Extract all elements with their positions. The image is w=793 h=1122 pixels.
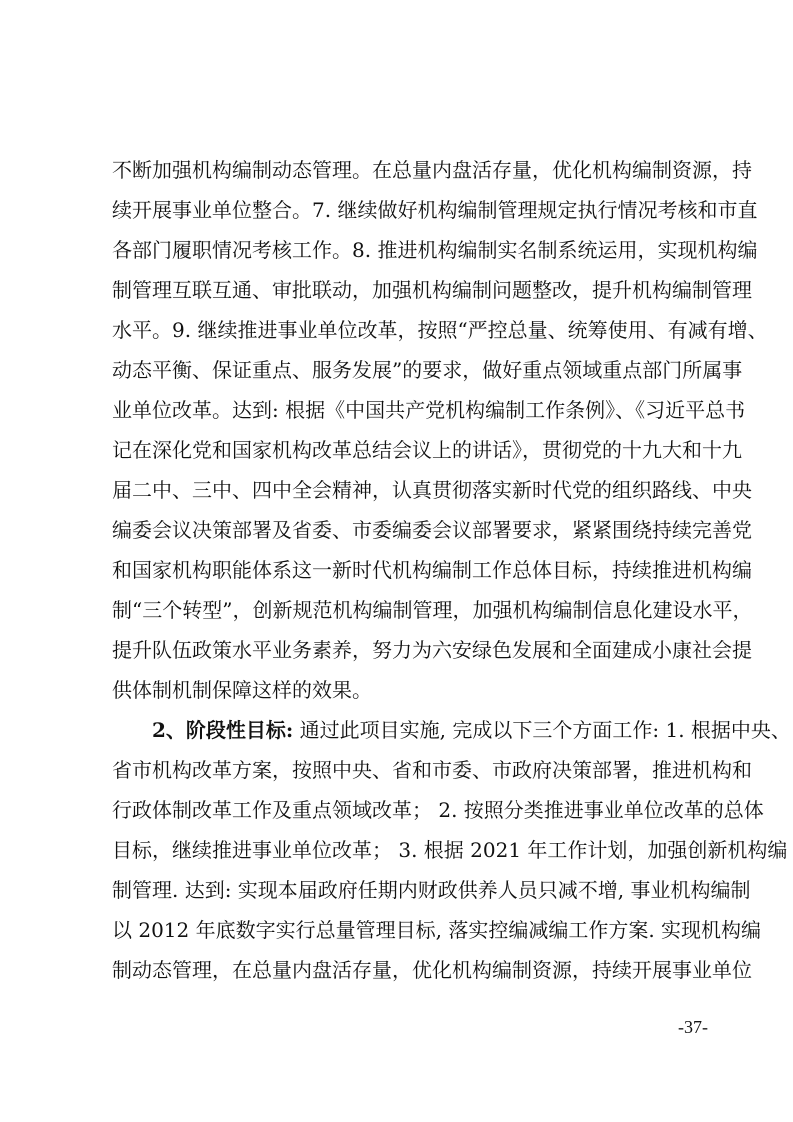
paragraph-line: 届二中、三中、四中全会精神，认真贯彻落实新时代党的组织路线、中央	[112, 478, 752, 502]
paragraph-line: 制管理. 达到: 实现本届政府任期内财政供养人员只减不增, 事业机构编制	[112, 878, 751, 902]
paragraph-line: 各部门履职情况考核工作。8. 推进机构编制实名制系统运用，实现机构编	[112, 238, 758, 262]
paragraph-line: 制管理互联互通、审批联动，加强机构编制问题整改，提升机构编制管理	[112, 278, 752, 302]
paragraph-line: 不断加强机构编制动态管理。在总量内盘活存量，优化机构编制资源，持	[112, 158, 752, 182]
page-number: -37-	[678, 1017, 708, 1037]
paragraph-line: 省市机构改革方案，按照中央、省和市委、市政府决策部署，推进机构和	[112, 758, 752, 782]
paragraph-line: 编委会议决策部署及省委、市委编委会议部署要求，紧紧围绕持续完善党	[112, 518, 752, 542]
paragraph-line: 和国家机构职能体系这一新时代机构编制工作总体目标，持续推进机构编	[112, 558, 752, 582]
section-heading: 2、阶段性目标:	[152, 718, 294, 742]
paragraph-line: 水平。9. 继续推进事业单位改革，按照“严控总量、统筹使用、有减有增、	[112, 318, 768, 342]
paragraph-line: 续开展事业单位整合。7. 继续做好机构编制管理规定执行情况考核和市直	[112, 198, 758, 222]
paragraph-line: 动态平衡、保证重点、服务发展”的要求，做好重点领域重点部门所属事	[112, 358, 743, 382]
paragraph-text: 通过此项目实施, 完成以下三个方面工作: 1. 根据中央、	[293, 718, 791, 742]
paragraph-line: 目标，继续推进事业单位改革； 3. 根据 2021 年工作计划，加强创新机构编	[112, 838, 788, 862]
paragraph-line: 以 2012 年底数字实行总量管理目标, 落实控编减编工作方案. 实现机构编	[112, 918, 762, 942]
paragraph-line: 业单位改革。达到: 根据《中国共产党机构编制工作条例》、《习近平总书	[112, 398, 746, 422]
paragraph-line: 制“三个转型”，创新规范机构编制管理，加强机构编制信息化建设水平，	[112, 598, 753, 622]
paragraph-first-line	[152, 710, 791, 750]
paragraph-line: 制动态管理，在总量内盘活存量，优化机构编制资源，持续开展事业单位	[112, 958, 752, 982]
paragraph-line: 供体制机制保障这样的效果。	[112, 678, 372, 702]
paragraph-line: 行政体制改革工作及重点领域改革； 2. 按照分类推进事业单位改革的总体	[112, 798, 764, 822]
paragraph-line: 记在深化党和国家机构改革总结会议上的讲话》，贯彻党的十九大和十九	[112, 438, 742, 462]
paragraph-line: 提升队伍政策水平业务素养，努力为六安绿色发展和全面建成小康社会提	[112, 638, 752, 662]
